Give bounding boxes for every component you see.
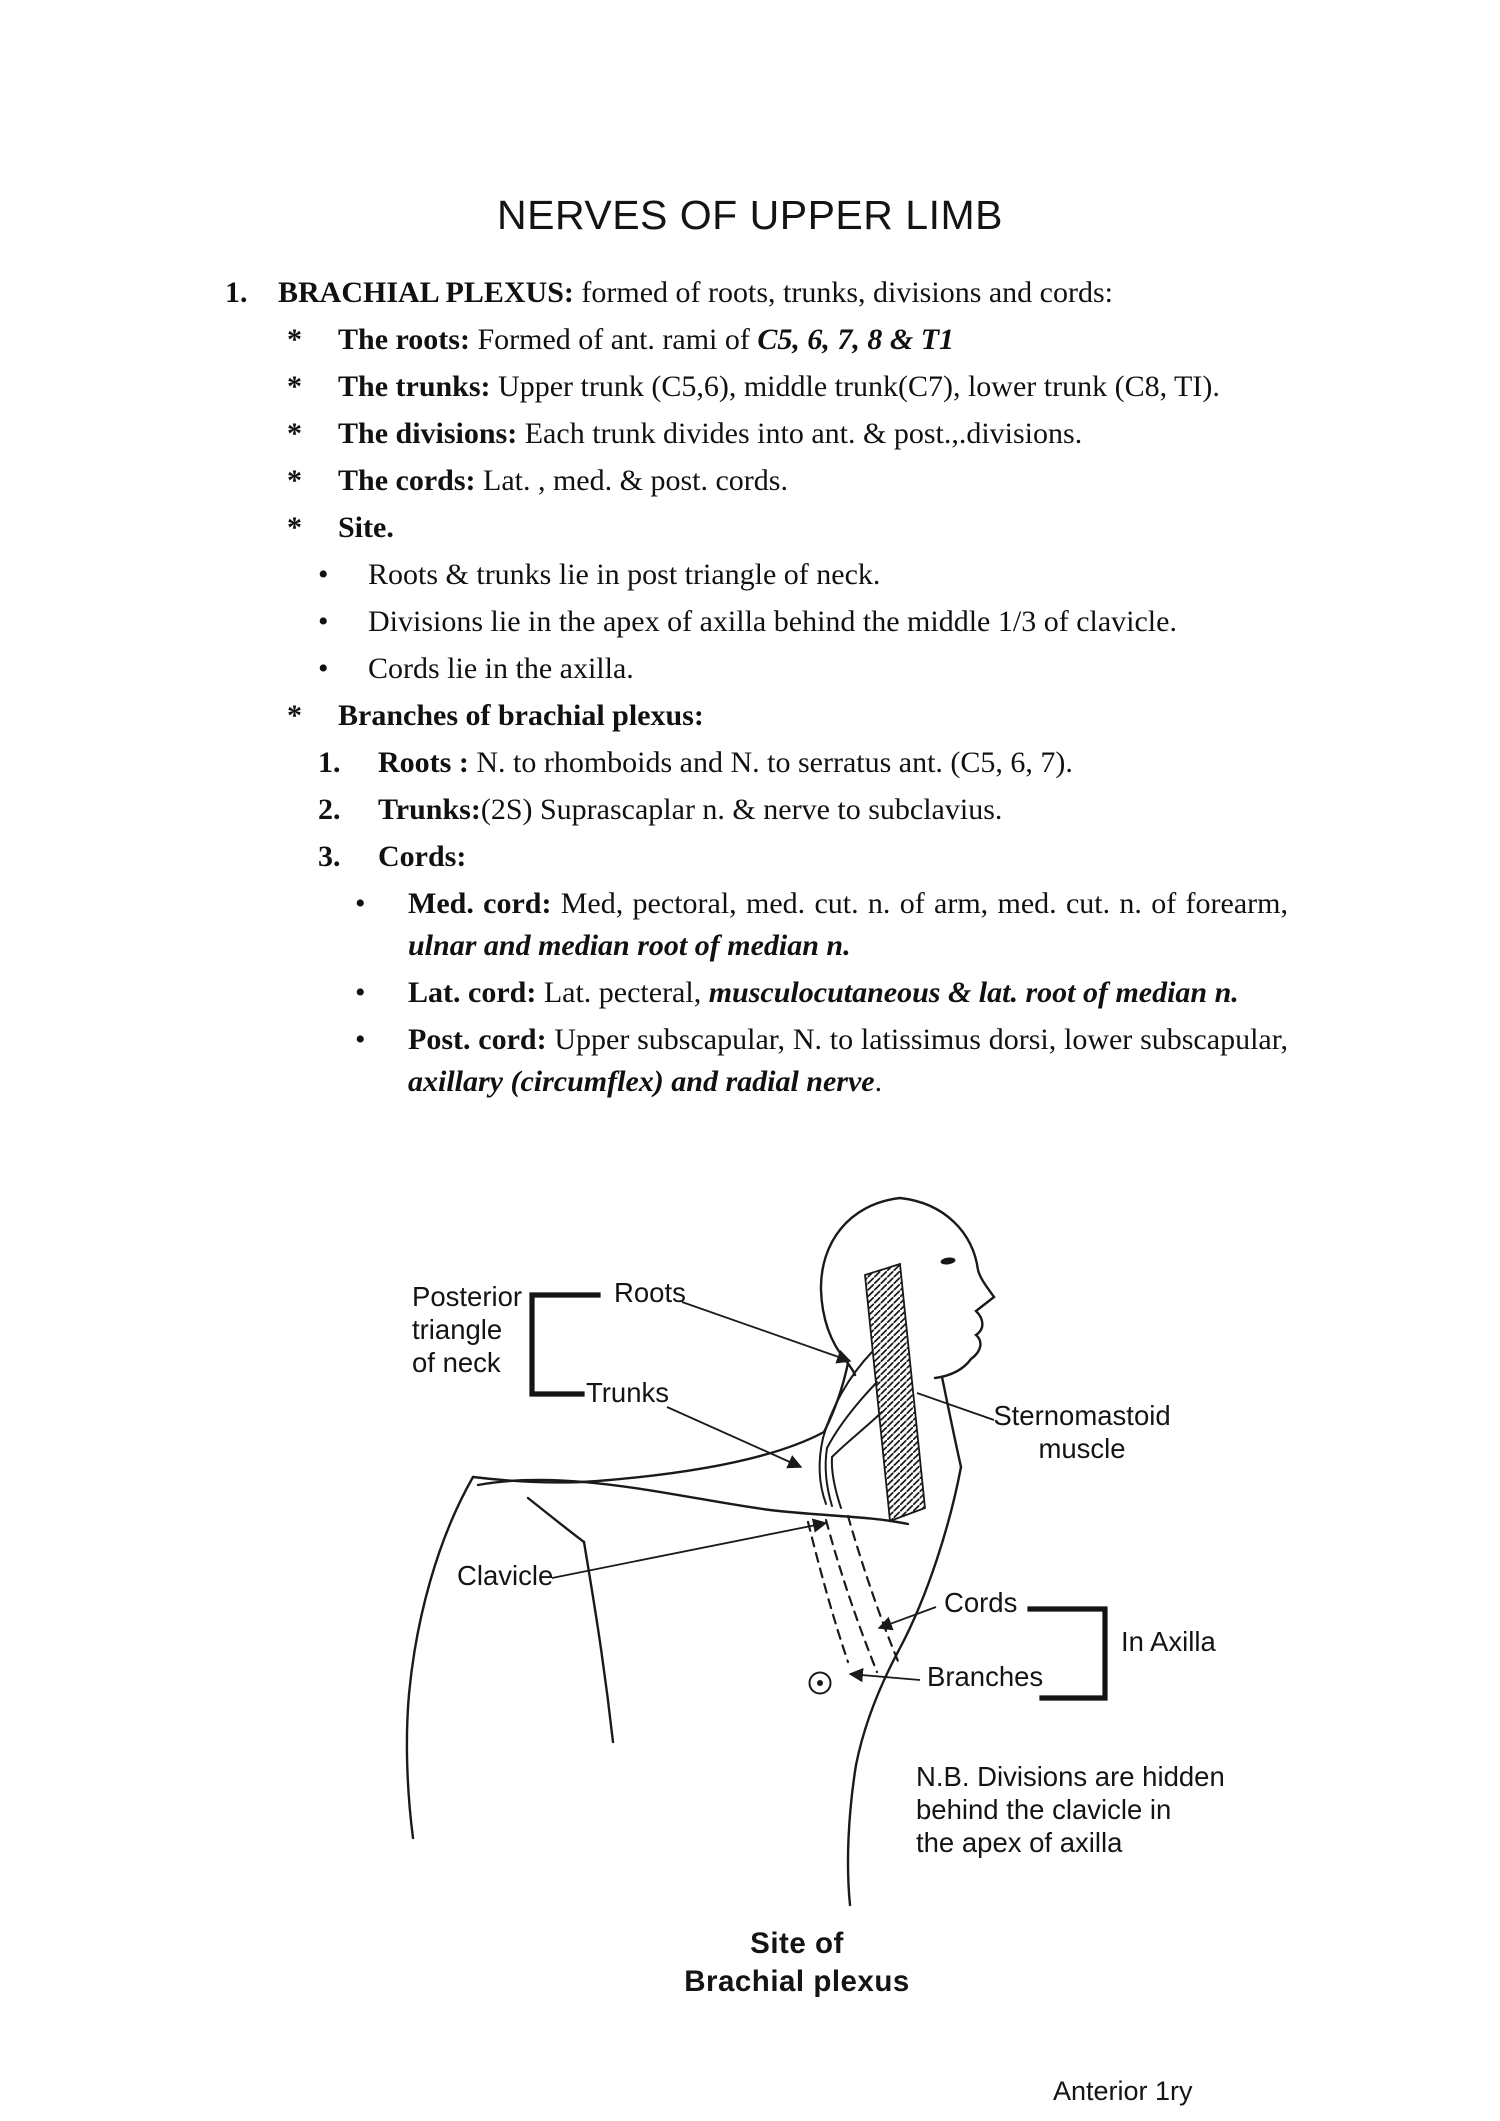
bullet-marker: • xyxy=(355,887,366,920)
branch-cords-lead: Cords: xyxy=(378,840,467,873)
site-bullet-1-text: Roots & trunks lie in post triangle of neck. xyxy=(368,558,881,591)
roots-emphasis: C5, 6, 7, 8 & T1 xyxy=(757,323,955,356)
star-marker: * xyxy=(287,464,302,497)
heading-bold: BRACHIAL PLEXUS: xyxy=(278,276,574,309)
plexus-roots-lines xyxy=(823,1352,882,1457)
post-cord-lead: Post. cord: xyxy=(408,1023,547,1056)
trunks-text: Upper trunk (C5,6), middle trunk(C7), lower trunk (C8, TI). xyxy=(490,370,1220,403)
cords-leader-arrow xyxy=(879,1607,936,1628)
figure-note-line2: behind the clavicle in xyxy=(916,1794,1172,1825)
figure-label-cords: Cords xyxy=(944,1587,1018,1618)
figure-caption-line2: Brachial plexus xyxy=(684,1965,910,1998)
branch-number: 1. xyxy=(318,746,341,779)
branches-heading: Branches of brachial plexus: xyxy=(338,699,704,732)
branch-trunks-text: (2S) Suprascaplar n. & nerve to subclavius. xyxy=(480,793,1003,826)
branch-roots-lead: Roots : xyxy=(378,746,469,779)
post-cord-emphasis: axillary (circumflex) and radial nerve xyxy=(408,1065,875,1098)
bullet-marker: • xyxy=(355,1023,366,1056)
figure-label-sternomastoid-line2: muscle xyxy=(1038,1433,1126,1464)
lat-cord-text: Lat. pecteral, xyxy=(536,976,709,1009)
cords-text: Lat. , med. & post. cords. xyxy=(475,464,788,497)
site-heading: Site. xyxy=(338,511,394,544)
face-profile-outline xyxy=(900,1198,994,1378)
lat-cord-emphasis: musculocutaneous & lat. root of median n. xyxy=(708,976,1239,1009)
cords-lead: The cords: xyxy=(338,464,476,497)
eye-mark xyxy=(940,1257,956,1266)
torso-side-line xyxy=(584,1542,613,1742)
post-cord-tail: . xyxy=(874,1065,883,1098)
figure-label-sternomastoid-line1: Sternomastoid xyxy=(993,1400,1171,1431)
plexus-trunks-lines xyxy=(820,1438,841,1508)
figure-label-clavicle: Clavicle xyxy=(457,1560,554,1591)
list-item-trunks xyxy=(225,366,1288,408)
post-cord-text: Upper subscapular, N. to latissimus dorsi, lower subscapular, xyxy=(546,1023,1289,1056)
bullet-marker: • xyxy=(355,976,366,1009)
figure-caption-line1: Site of xyxy=(750,1927,844,1960)
bullet-marker: • xyxy=(318,558,329,591)
branch-item-trunks xyxy=(225,789,1288,831)
brachial-plexus-figure xyxy=(380,1180,1260,2010)
figure-label-posterior-triangle-line1: Posterior xyxy=(412,1281,523,1312)
clavicle-line xyxy=(478,1480,908,1524)
roots-leader-arrow xyxy=(682,1302,850,1361)
site-bullet-1 xyxy=(225,554,1288,596)
figure-label-posterior-triangle-line2: triangle xyxy=(412,1314,503,1345)
section-heading-brachial-plexus xyxy=(225,272,1288,314)
document-body xyxy=(225,272,1288,1108)
figure-label-in-axilla: In Axilla xyxy=(1121,1626,1216,1657)
armpit-fold-line xyxy=(528,1498,584,1542)
figure-label-trunks: Trunks xyxy=(586,1377,670,1408)
cord-bullet-lateral xyxy=(225,972,1288,1014)
trunks-leader-arrow xyxy=(667,1407,801,1467)
roots-lead: The roots: xyxy=(338,323,470,356)
med-cord-text: Med, pectoral, med. cut. n. of arm, med. cut. n. of forearm, xyxy=(551,887,1288,920)
site-bullet-3-text: Cords lie in the axilla. xyxy=(368,652,634,685)
list-item-branches-heading xyxy=(225,695,1288,737)
sternomastoid-leader xyxy=(917,1393,994,1420)
site-bullet-2 xyxy=(225,601,1288,643)
cords-dashed-lines xyxy=(808,1516,900,1672)
list-item-site-heading xyxy=(225,507,1288,549)
figure-label-posterior-triangle-line3: of neck xyxy=(412,1347,501,1378)
footer-note: Anterior 1ry xyxy=(1053,2076,1193,2106)
list-number: 1. xyxy=(225,276,248,309)
site-bullet-2-text: Divisions lie in the apex of axilla behind the middle 1/3 of clavicle. xyxy=(368,605,1177,638)
figure-label-roots: Roots xyxy=(614,1277,686,1308)
branch-item-roots xyxy=(225,742,1288,784)
site-bullet-3 xyxy=(225,648,1288,690)
figure-note-line3: the apex of axilla xyxy=(916,1827,1123,1858)
star-marker: * xyxy=(287,323,302,356)
branch-item-cords xyxy=(225,836,1288,878)
branch-number: 3. xyxy=(318,840,341,873)
arm-outer-line xyxy=(407,1477,473,1838)
page-title: NERVES OF UPPER LIMB xyxy=(497,192,1003,238)
branch-trunks-lead: Trunks: xyxy=(378,793,481,826)
figure-note-line1: N.B. Divisions are hidden xyxy=(916,1761,1225,1792)
branch-number: 2. xyxy=(318,793,341,826)
heading-rest: formed of roots, trunks, divisions and cords: xyxy=(573,276,1113,309)
star-marker: * xyxy=(287,699,302,732)
shoulder-line xyxy=(473,1432,824,1482)
trunks-lead: The trunks: xyxy=(338,370,491,403)
roots-text: Formed of ant. rami of xyxy=(469,323,758,356)
cord-bullet-medial xyxy=(225,883,1288,967)
list-item-divisions xyxy=(225,413,1288,455)
bullet-marker: • xyxy=(318,652,329,685)
figure-label-branches: Branches xyxy=(927,1661,1044,1692)
cord-bullet-posterior xyxy=(225,1019,1288,1103)
neck-front-line xyxy=(942,1377,961,1467)
divisions-text: Each trunk divides into ant. & post.,.divisions. xyxy=(517,417,1083,450)
star-marker: * xyxy=(287,511,302,544)
nipple-mark xyxy=(810,1673,831,1694)
star-marker: * xyxy=(287,417,302,450)
divisions-lead: The divisions: xyxy=(338,417,518,450)
lat-cord-lead: Lat. cord: xyxy=(408,976,537,1009)
bullet-marker: • xyxy=(318,605,329,638)
med-cord-lead: Med. cord: xyxy=(408,887,552,920)
list-item-roots xyxy=(225,319,1288,361)
sternomastoid-muscle-shape xyxy=(865,1264,925,1521)
star-marker: * xyxy=(287,370,302,403)
branch-roots-text: N. to rhomboids and N. to serratus ant. (C5, 6, 7). xyxy=(468,746,1073,779)
med-cord-emphasis: ulnar and median root of median n. xyxy=(408,929,851,962)
heading-text xyxy=(278,272,1288,314)
clavicle-leader-arrow xyxy=(552,1523,826,1578)
list-item-cords xyxy=(225,460,1288,502)
